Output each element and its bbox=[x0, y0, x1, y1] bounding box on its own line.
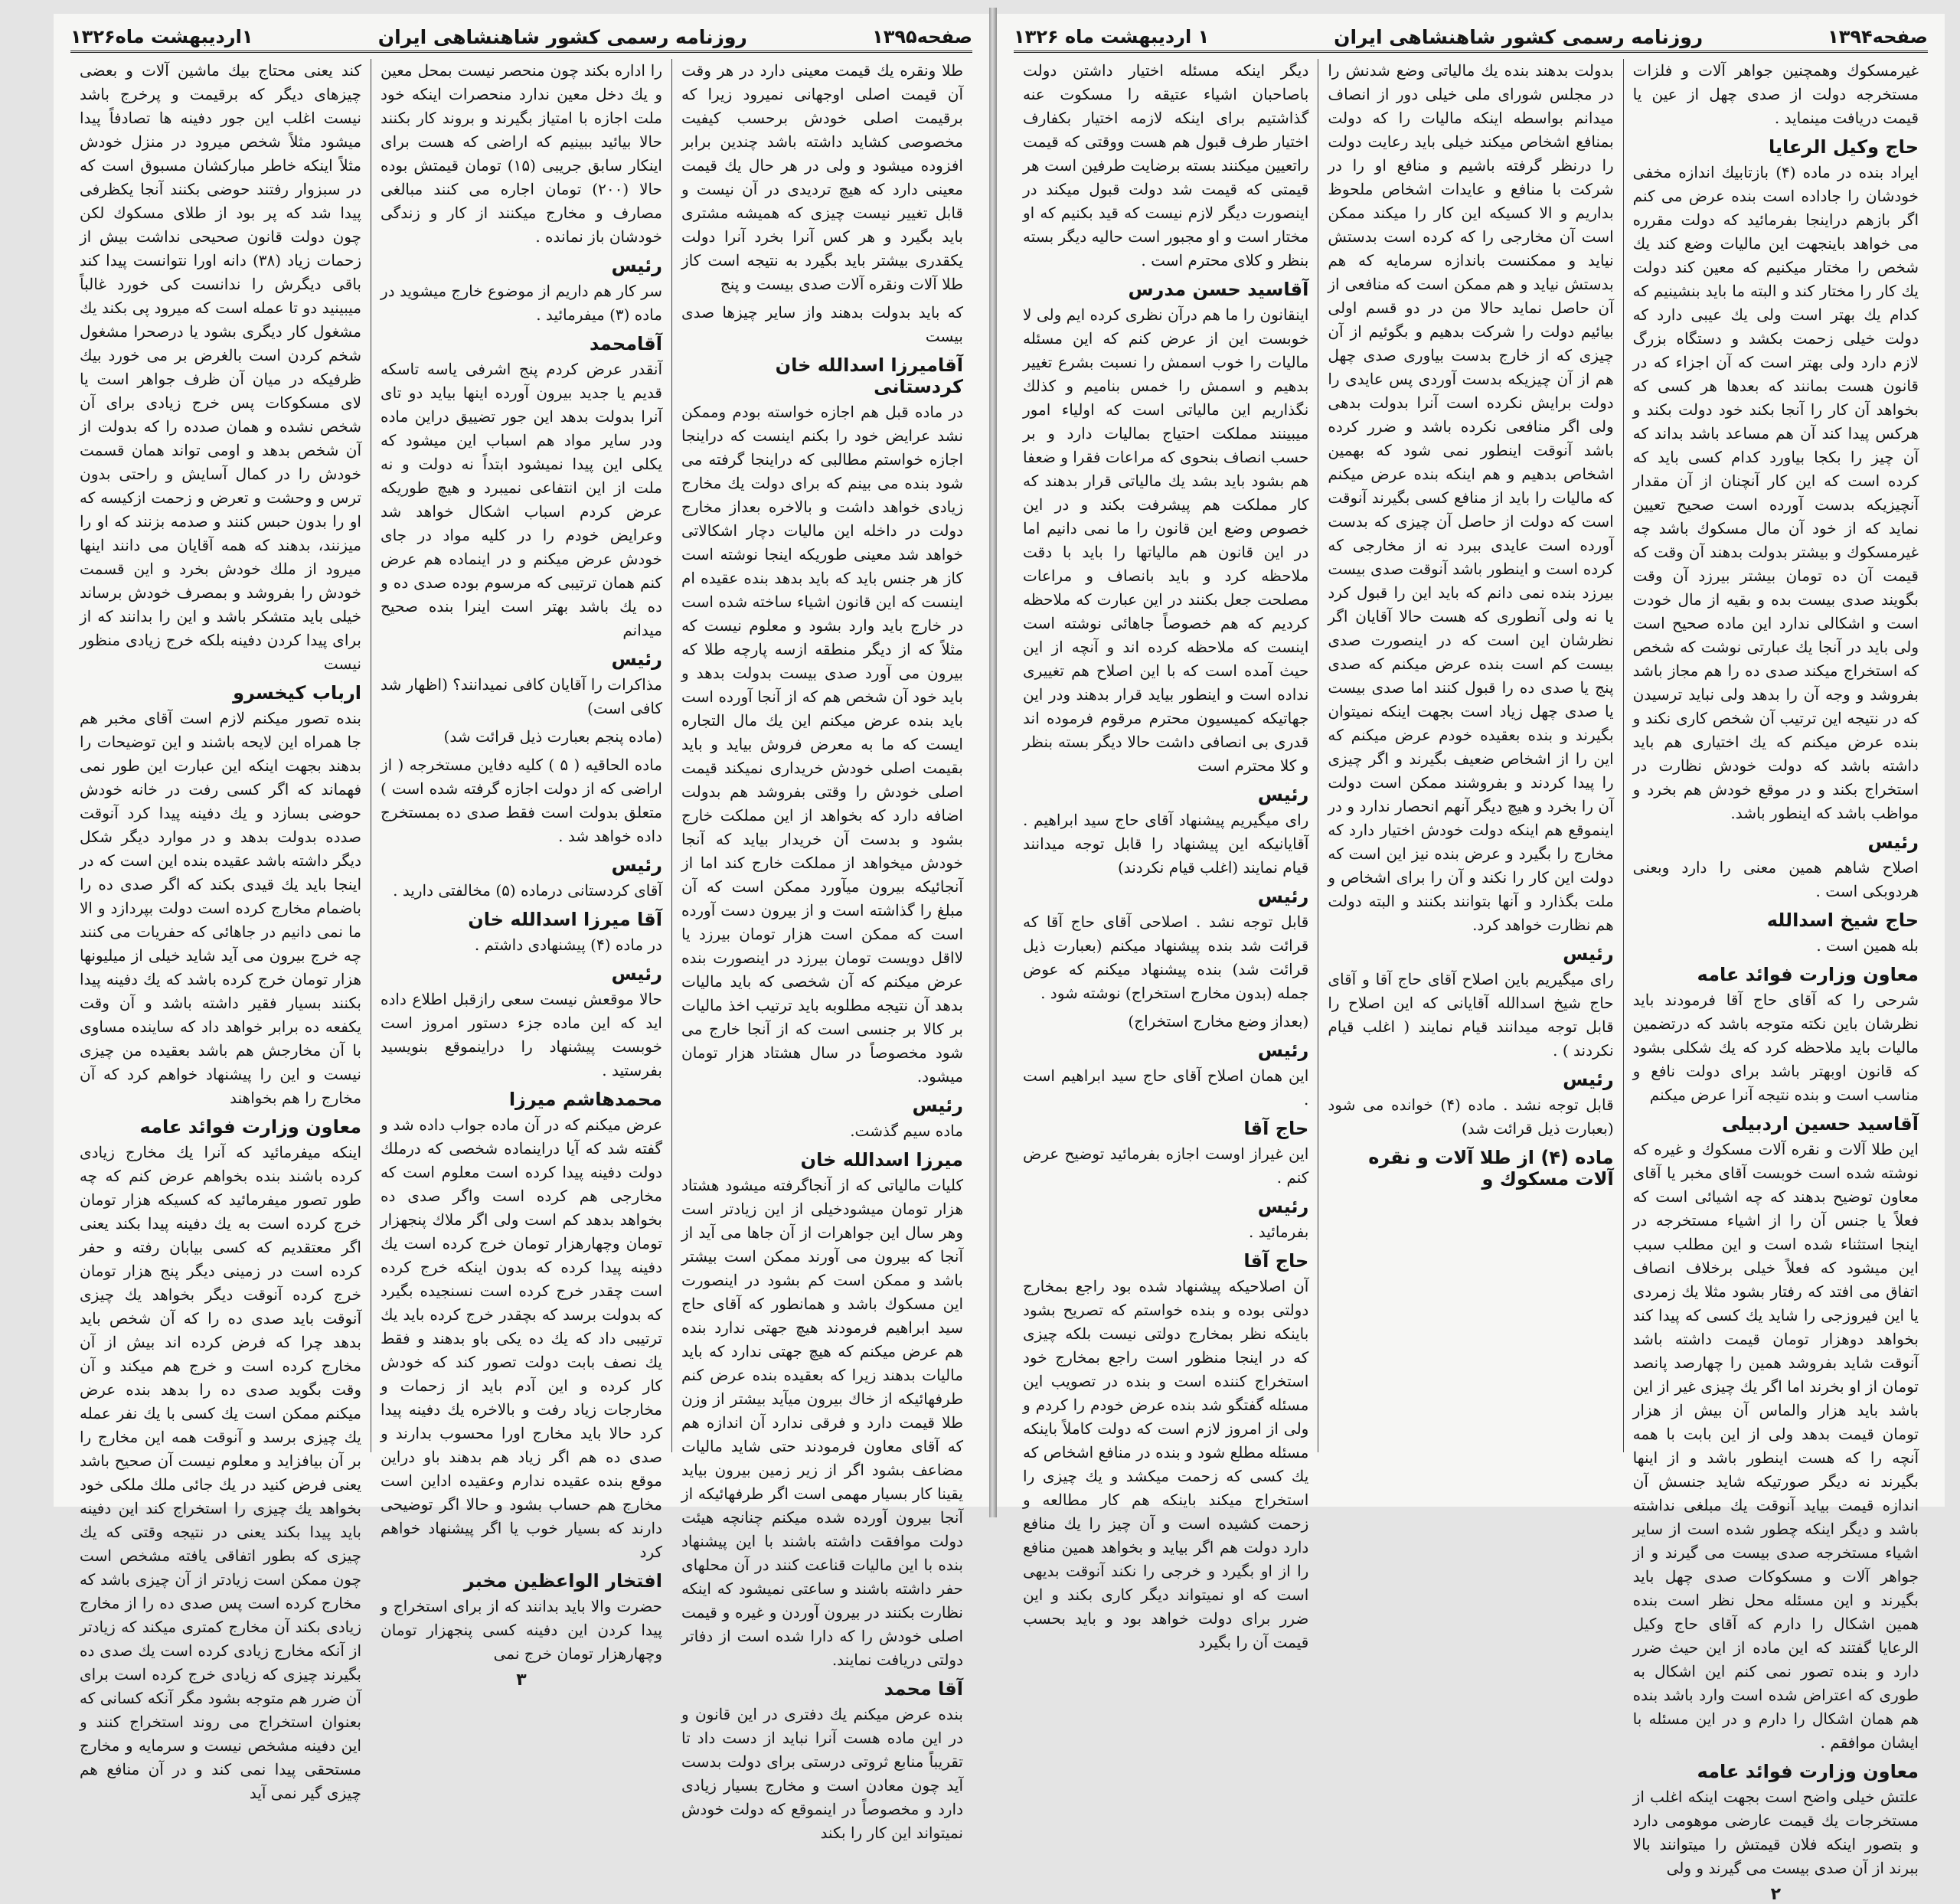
paragraph: قابل توجه نشد . ماده (۴) خوانده می شود (بعبارت ذیل قرائت شد) bbox=[1328, 1096, 1614, 1138]
speaker-name: افتخار الواعظین مخبر bbox=[463, 1570, 662, 1592]
speaker-name: رئیس bbox=[611, 963, 662, 985]
paragraph: که باید بدولت بدهند واز سایر چیزها صدی بیست bbox=[681, 303, 963, 345]
paragraph: این غیراز اوست اجازه بفرمائید توضیح عرض کنم . bbox=[1023, 1145, 1309, 1187]
paragraph: در ماده (۴) پیشنهادی داشتم . bbox=[474, 936, 662, 954]
right-page-gazette-title: روزنامه رسمی کشور شاهنشاهی ایران bbox=[1334, 25, 1704, 48]
paragraph: غیرمسکوك وهمچنین جواهر آلات و فلزات مستخرجه دولت از صدی چهل از عین یا قیمت دریافت مینماید . bbox=[1632, 61, 1919, 127]
paragraph: مذاکرات را آقایان کافی نمیدانند؟ (اظهار شد کافی است) bbox=[381, 675, 662, 717]
speaker-name: رئیس bbox=[1867, 831, 1919, 853]
left-page-columns bbox=[70, 59, 972, 1842]
speaker-name: محمدهاشم میرزا bbox=[508, 1089, 662, 1110]
paragraph: (ماده پنجم بعبارت ذیل قرائت شد) bbox=[443, 727, 662, 746]
paragraph: این طلا آلات و نقره آلات مسکوك و غیره که نوشته شده است خوبست آقای مخبر یا آقای معاون توضیح بدهند که چه اشیائی است که فعلاً یا جنس آن را از اشیاء مستخرجه در اینجا استثناء شده است و این مطلب سبب این میشود که فعلاً خیلی برخلاف انصاف اتفاق می افتد که رفتار بشود مثلا یك زمردی یا این فیروزجی را شاید یك کسی که پیدا کند بخواهد دوهزار تومان قیمت داشته باشد آنوقت شاید بفروشد همین را چهارصد پانصد تومان از او بخرند اما اگر یك چیزی غیر از این باشد باید هزار والماس آن بیش از هزار تومان قیمت بدهد ولی از این بابت با همه آنچه را که هست اینطور باشد و از اینها بگیرند نه دیگر صورتیکه شاید جنسش آن اندازه قیمت بیاید آنوقت یك مبلغی نداشته باشد و دیگر اینکه چطور شده است از سایر اشیاء مستخرجه صدی بیست می گیرند و از جواهر آلات و مسکوکات صدی چهل باید بگیرند و این مسئله محل نظر است بنده همین اشکال را دارم که آقای حاج وکیل الرعایا گفتند که این ماده از این حیث ضرر دارد و بنده تصور نمی کنم این اشکال به طوری که اعتراض شده است وارد باشد بنده هم همان اشکال را دارم و در این مسئله با ایشان موافقم . bbox=[1632, 1140, 1919, 1752]
speaker-name: رئیس bbox=[611, 255, 662, 276]
paragraph: ماده سیم گذشت. bbox=[850, 1122, 963, 1140]
paragraph: کلیات مالیاتی که از آنجاگرفته میشود هشتاد هزار تومان میشودخیلی از این زیادتر است وهر سال این جواهرات از آن جاها می آید از آنجا که بیرون می آورند ممکن است بیشتر باشد و ممکن است کم بشود در اینصورت این مسکوك باشد و همانطور که آقای حاج سید ابراهیم فرمودند هیچ جهتی ندارد بنده هم عرض میکنم که هیچ جهتی ندارد که باید مالیات بدهند زیرا که بعقیده بنده عرض کنم طرفهائیکه از خاك بیرون میآید بیشتر از وزن طلا قیمت دارد و فرقی ندارد آن اندازه هم که آقای معاون فرمودند حتی شاید مالیات مضاعف بشود اگر از زیر زمین بیرون بیاید یقینا کار بسیار مهمی است اگر طرفهائیکه از آنجا بیرون آورده شده میکنم چنانچه هیئت دولت موافقت داشته باشند با این پیشنهاد بنده با این مالیات قناعت کنند در آن محلهای حفر داشته باشند و ساعتی نمیشود که اینکه نظارت بکنند در بیرون آوردن و غیره و قیمت اصلی خودش را که دارا شده است از دفاتر دولتی دریافت نمایند. bbox=[681, 1176, 963, 1669]
speaker-name: آقاسید حسین اردبیلی bbox=[1721, 1113, 1919, 1135]
left-page-column-3 bbox=[70, 59, 371, 1802]
column-footer-number: ۳ bbox=[516, 1670, 527, 1690]
paragraph: رای میگیریم باین اصلاح آقای حاج آقا و آقای حاج شیخ اسدالله آقایانی که این اصلاح را قابل توجه میدانند قیام نمایند ( اغلب قیام نکردند ) . bbox=[1328, 970, 1614, 1060]
paragraph: رای میگیریم پیشنهاد آقای حاج سید ابراهیم . آقایانیکه این پیشنهاد را قابل توجه میدانند قیام نمایند (اغلب قیام نکردند) bbox=[1023, 811, 1309, 877]
right-page-date: ۱ اردیبهشت ماه ۱۳۲۶ bbox=[1014, 26, 1210, 47]
paragraph: طلا ونقره یك قیمت معینی دارد در هر وقت آن قیمت اصلی اوجهانی نمیرود زیرا که برقیمت اصلی خودش برحسب کیفیت مخصوصی کشاید داشته باشد چندین برابر افزوده میشود و ولی در هر حال یك قیمت معینی دارد که هیچ تردیدی در آن نیست و قابل تغییر نیست چیزی که همیشه مشتری باید بگیرد و هر کس آنرا بخرد آنرا دولت یکقدری بیشتر باید بگیرد به نتیجه است کاز طلا آلات ونقره آلات صدی بیست و پنج bbox=[681, 61, 963, 293]
paragraph: بنده تصور میکنم لازم است آقای مخبر هم جا همراه این لایحه باشند و این توضیحات را بدهند بجهت اینکه این عبارت این طور نمی فهماند که اگر کسی رفت در خانه خودش حوضی بسازد و یك دفینه پیدا کرد آنوقت صدده بدولت بدهد و در موارد دیگر شکل دیگر داشته باشد عقیده بنده این است که در اینجا باید یك قیدی بکند که اگر صدی ده را باضمام مخارج کرده است دولت بپردازد و الا ما نمی دانیم در جاهائی که حفریات می کنند چه خرج بیرون می آید شاید خیلی از میلیونها هزار تومان خرج کرده باشد که یك دفینه پیدا بکنند بسیار فقیر داشته باشد و آن وقت یکفعه ده برابر خواهد داد که ساینده مساوی با آن مخارجش هم باشد بعقیده من چیزی نیست و این را پیشنهاد خواهم کرد که آن مخارج را هم بخواهند bbox=[80, 709, 361, 1107]
speaker-name: میرزا اسدالله خان bbox=[800, 1149, 963, 1171]
speaker-name: رئیس bbox=[1257, 784, 1309, 805]
speaker-name: آقا محمد bbox=[884, 1678, 963, 1700]
speaker-name: آقا میرزا اسدالله خان bbox=[468, 909, 662, 930]
right-page-column-3 bbox=[1014, 59, 1318, 1651]
speaker-name: معاون وزارت فوائد عامه bbox=[139, 1116, 361, 1138]
right-page-number: صفحه۱۳۹۴ bbox=[1828, 26, 1928, 47]
paragraph: بنده عرض میکنم یك دفتری در این قانون و در این ماده هست آنرا نباید از دست داد تا تقریباً منابع ثروتی درستی برای دولت بدست آید چون معادن است و مخارج بسیار زیادی دارد و مخصوصاً در اینموقع که دولت خودش نمیتواند این کار را بکند bbox=[681, 1705, 963, 1842]
speaker-name: رئیس bbox=[912, 1095, 963, 1116]
paragraph: ایراد بنده در ماده (۴) بازتابیك اندازه مخفی خودشان را جاداده است بنده عرض می کنم اگر بازهم دراینجا بفرمائید که دولت مقرره می خواهد باینجهت این مالیات وضع کند یك شخص را مختار میکنیم که معین کند دولت یك کار را مختار کند و البته ما باید بنشینیم که کدام یك بهتر است ولی یك عیبی دارد که دولت خیلی زحمت بکشد و دستگاه بزرگ لازم دارد ولی بهتر است که آن اجزاء که در قانون هست بمانند که بعدها هر کسی که بخواهد آن کار را آنجا بکند خود دولت بکند و هرکس پیدا کند آن هم مساعد باشد بداند که آن چیز را بکجا بیاورد کدام کسی باید که کرده است که این کار آنچنان از آن مقدار آنچیزیکه بدست آورده است صحیح تعیین نماید که از خود آن مال مسکوك باشد چه غیرمسکوك و بیشتر بدولت بدهند آن وقت که قیمت آن ده تومان بیشتر بیرزد آن وقت بگویند صدی بیست بده و بقیه از مال خودت است و اشکالی ندارد این ماده صحیح است ولی باید در آنجا یك عبارتی نوشت که شخص که استخراج میکند صدی ده را هم مجاز باشد بفروشد و وجه آن را بدهد ولی نباید ترسیدن که در نتیجه این ترتیب آن شخص کاری نکند و بنده عرض میکنم که یك اختیاری هم باید داشته باشد که دولت خودش نظارت در استخراج بکند و در موقع خودش هم بخرد و مواظب باشد که اینطور باشد. bbox=[1632, 163, 1919, 822]
left-page-gazette-title: روزنامه رسمی کشور شاهنشاهی ایران bbox=[377, 25, 747, 48]
speaker-name: آقاسید حسن مدرس bbox=[1128, 279, 1309, 300]
right-page-columns bbox=[1014, 59, 1928, 1904]
paragraph: شرحی را که آقای حاج آقا فرمودند باید نظرشان باین نکته متوجه باشد که درتضمین مالیات باید ملاحظه کرد که یك شکلی بشود که قانون اوبهتر باشد برای دولت نافع و مناسب است و بنده نتیجه آنرا عرض میکنم bbox=[1632, 991, 1919, 1104]
right-page-column-2 bbox=[1318, 59, 1622, 1452]
paragraph: این همان اصلاح آقای حاج سید ابراهیم است . bbox=[1023, 1066, 1309, 1109]
column-footer-number: ۲ bbox=[1770, 1885, 1782, 1904]
speaker-name: حاج شیخ اسدالله bbox=[1766, 910, 1919, 931]
paragraph: حضرت والا باید بدانند که از برای استخراج و پیدا کردن این دفینه کسی پنجهزار تومان وچهارهزار تومان خرج نمی bbox=[381, 1597, 662, 1663]
left-page-column-2 bbox=[371, 59, 671, 1690]
paragraph: قابل توجه نشد . اصلاحی آقای حاج آقا که قرائت شد بنده پیشنهاد میکنم (بعبارت ذیل قرائت شد) بنده پیشنهاد میکنم که عوض جمله (بدون مخارج استخراج) نوشته شود . bbox=[1023, 913, 1309, 1002]
paragraph: آقای کردستانی درماده (۵) مخالفتی دارید . bbox=[393, 881, 662, 900]
paragraph: حالا موقعش نیست سعی رازقبل اطلاع داده اید که این ماده جزء دستور امروز است خوبست پیشنهاد را دراینموقع بنویسید بفرستید . bbox=[381, 990, 662, 1079]
paragraph: علتش خیلی واضح است بجهت اینکه اغلب از مستخرجات یك قیمت عارضی موهومی دارد و بتصور اینکه فلان قیمتش را میتوانند بالا ببرند از آن صدی بیست می گیرند و ولی bbox=[1632, 1788, 1919, 1877]
paragraph: سر کار هم داریم از موضوع خارج میشوید در ماده (۳) میفرمائید . bbox=[381, 282, 662, 324]
paragraph: آن اصلاحیکه پیشنهاد شده بود راجع بمخارج دولتی بوده و بنده خواستم که تصریح بشود باینکه نظر بمخارج دولتی نیست بلکه چیزی که در اینجا منظور است راجع بمخارج خود استخراج کننده است و بنده در تصویب این مسئله گفتگو شد بنده عرض خودم را کردم و ولی از امروز لازم است که دولت کاملاً باینکه مسئله مطلع شود و بنده در منافع اشخاص که یك کسی که زحمت میکشد و یك چیزی را استخراج میکند باینکه هم کار مطالعه و زحمت کشیده است و آن چیز را یك منافع دارد دولت هم اگر بیاید و بخواهد همین منافع را از او بگیرد و خرجی را نکند آنوقت بدیهی است که او نمیتواند دیگر کاری بکند و این ضرر برای دولت خواهد بود و باید بحسب قیمت آن را بگیرد bbox=[1023, 1277, 1309, 1651]
left-page-number: صفحه۱۳۹۵ bbox=[872, 26, 972, 47]
speaker-name: حاج آقا bbox=[1243, 1118, 1309, 1139]
speaker-name: آقامیرزا اسدالله خان کردستانی bbox=[775, 354, 963, 397]
speaker-name: معاون وزارت فوائد عامه bbox=[1697, 1761, 1919, 1782]
paragraph: اصلاح شاهم همین معنی را دارد وبعنی هردوبکی است . bbox=[1632, 858, 1919, 900]
paragraph: (بعداز وضع مخارج استخراج) bbox=[1128, 1012, 1309, 1030]
book-gutter bbox=[989, 8, 997, 1517]
speaker-name: رئیس bbox=[1563, 1069, 1614, 1090]
paragraph: اینقانون را ما هم درآن نظری کرده ایم ولی لا خوبست این از عرض کنم که این مسئله مالیات را خوب اسمش را نسبت بشرع تغییر بدهیم و اسمش را خمس بنامیم و کذلك نگذاریم این مالیاتی است که اولیاء امور میبینند مملکت احتیاج بمالیات دارد و بر حسب انصاف بنحوی که مراعات فقرا و ضعفا هم بشود باید بشد یك مالیاتی قرار بدهند که کار مملکت هم پیشرفت بکند و در این خصوص وضع این قانون را ما نمی دانیم اما در این قانون هم مالیاتها را باید با دقت ملاحظه کرد و باید بانصاف و مراعات مصلحت جعل بکنند در این عبارت که ملاحظه کردیم که هم خصوصاً جاهائی نوشته است اینست که ملاحظه کرده اند و آنچه از این حیث آمده است که با این اصلاح هم تغییری نداده است و اینطور بیاید قرار بدهند ودر این جهاتیکه کمیسیون محترم مرقوم فرموده اند قدری بی انصافی داشت حالا دیگر بسته بنظر و کلا محترم است bbox=[1023, 305, 1309, 775]
speaker-name: رئیس bbox=[1257, 886, 1309, 907]
paragraph: بفرمائید . bbox=[1249, 1223, 1309, 1241]
speaker-name: ماده (۴) از طلا آلات و نقره آلات مسکوك و bbox=[1368, 1147, 1614, 1190]
speaker-name: رئیس bbox=[611, 854, 662, 876]
left-page-header bbox=[70, 23, 972, 53]
speaker-name: معاون وزارت فوائد عامه bbox=[1697, 964, 1919, 985]
right-page-header bbox=[1014, 23, 1928, 53]
paragraph: اینکه میفرمائید که آنرا یك مخارج زیادی کرده باشند بنده بخواهم عرض کنم که چه طور تصور میفرمائید که کسیکه هزار تومان خرج کرده است به یك دفینه پیدا بکند یعنی اگر معتقدیم که کسی بیابان رفته و حفر کرده است در زمینی دیگر پنج هزار تومان خرج کرده آنوقت دیگر بخواهد یك چیزی آنوقت باید صدی ده را که آن شخص باید بدهد چرا که فرض کرده اند بیش از آن مخارج کرده است و خرج هم میکند و آن وقت بگوید صدی ده را بدهد بنده عرض میکنم ممکن است یك کسی با یك نفر عمله یك چیزی برسد و آنوقت همه این مخارج را بر آن بیافزاید و معلوم نیست آن صحیح باشد یعنی فرض کنید در یك جائی ملك ملکی خود بخواهد یك چیزی را استخراج کند این دفینه باید پیدا بکند یعنی در نتیجه وقتی که یك چیزی که بطور اتفاقی یافته مشخص است چون ممکن است زیادتر از آن چیزی باشد که مخارج کرده است پس صدی ده را از مخارج زیادی بکند آن مخارج کمتری میکند که زیادتر از آنکه مخارج زیادی کرده است یك صدی ده بگیرند چیزی که زیادی خرج کرده است برای آن ضرر هم متوجه بشود مگر آنکه کسانی که بعنوان استخراج می روند استخراج کنند و این دفینه مشخص نیست و سرمایه و مخارج مستحقی پیدا نمی کند و در آن منافع هم چیزی گیر نمی آید bbox=[80, 1143, 361, 1802]
right-page-column-1 bbox=[1623, 59, 1928, 1904]
speaker-name: حاج وکیل الرعایا bbox=[1768, 136, 1919, 158]
paragraph: ماده الحاقیه ( ۵ ) کلیه دفاین مستخرجه ( از اراضی که از دولت اجازه گرفته شده است ) متعلق بدولت است فقط صدی ده بمستخرج داده خواهد شد . bbox=[381, 756, 662, 845]
speaker-name: رئیس bbox=[1257, 1196, 1309, 1217]
paragraph: کند یعنی محتاج بیك ماشین آلات و بعضی چیزهای دیگر که برقیمت و پرخرج باشد نیست اغلب این جور دفینه ها تصادفاً پیدا میشود مثلاً شخص میرود در منزل خودش مثلاً اینکه خاطر مبارکشان مسبوق است که در سبزوار رفتند حوضی بکنند آنجا یکظرفی پیدا شد که پر بود از طلای مسکوك لکن چون دولت قانون صحیحی نداشت بیش از زحمات زیاد (۳۸) دانه اورا نتوانست پیدا کند باقی دیگرش را ندانست کی خورد غالباً میبینید دو تا عمله است که میرود پی بکند یك مشغول کار دیگری بشود یا درصحرا مشغول شخم کردن است بالغرض بر می خورد بیك ظرفیکه در میان آن ظرف جواهر است یا لای مسکوکات پس خرج زیادی برای آن شخص نشده و همان صدده را که بدولت از آن شخص بدهد و اومی تواند همان قسمت خودش را در کمال آسایش و راحتی بدون ترس و وحشت و تعرض و زحمت ازکیسه که او را بدون حبس کنند و صدمه بزنند که او را میزنند، بدهند که همه آقایان می دانند اینها میرود از ملك خودش بخرد و این قسمت خودش را بفروشد و بمصرف خودش برساند خیلی باید متشکر باشد و این را بدانند که از برای پیدا کردن دفینه بلکه خرج زیادی منظور نیست bbox=[80, 61, 361, 673]
left-page-column-1 bbox=[671, 59, 972, 1842]
paragraph: آنقدر عرض کردم پنج اشرفی یاسه تاسکه قدیم یا جدید بیرون آورده اینها بیاید دو تای آنرا بدولت بدهد این جور تضییق دراین ماده ودر سایر مواد هم اسباب این میشود که یکلی این پیدا نمیشود ابتداً نه دولت و نه ملت از این انتفاعی نمیبرد و هیچ طوریکه عرض کردم اسباب اشکال خواهد شد وعرایض خودم را در کلیه مواد در جای خودش عرض میکنم و در اینماده هم عرض کنم همان ترتیبی که مرسوم بوده صدی ده و ده یك باشد بهتر است اینرا بنده صحیح میدانم bbox=[381, 360, 662, 639]
speaker-name: حاج آقا bbox=[1243, 1250, 1309, 1272]
paragraph: عرض میکنم که در آن ماده جواب داده شد و گفته شد که آیا دراینماده شخصی که درملك دولت دفینه پیدا کرده است معلوم است که مخارجی هم کرده است واگر صدی ده بخواهد بدهد کم است ولی اگر ملاك پنجهزار تومان وچهارهزار تومان خرج کرده است یك دفینه پیدا کرده که بدون اینکه خرج کرده است چقدر خرج کرده است نسنجیده بگیرد که بدولت برسد که بچقدر خرج کرده باید یك ترتیبی داد که یك ده یکی باو بدهند و فقط یك نصف بابت دولت تصور کند که خودش کار کرده و این آدم باید از زحمات و مخارجات زیاد رفت و بالاخره یك دفینه پیدا کرد حالا باید مخارج اورا محسوب بدارند و صدی ده هم اگر زیاد هم بدهند باو دراین موقع بنده عقیده ندارم وعقیده اداین است مخارج هم حساب بشود و حالا اگر توضیحی دارند که بسیار خوب یا اگر پیشنهاد خواهم کرد bbox=[381, 1115, 662, 1561]
speaker-name: ارباب کیخسرو bbox=[233, 682, 361, 704]
left-newspaper-page bbox=[54, 14, 989, 1842]
speaker-name: رئیس bbox=[1563, 943, 1614, 965]
paragraph: بدولت بدهند بنده یك مالیاتی وضع شدنش را در مجلس شورای ملی خیلی دور از انصاف میدانم بواسطه اینکه مالیات را که دولت بمنافع اشخاص میکند خیلی باید رعایت دولت را درنظر گرفته باشیم و منافع او را در شرکت با منافع و عایدات اشخاص ملحوظ بداریم و الا کسیکه این کار را میکند ممکن است آن مخارجی را که کرده است بدستش نیاید و ممکنست باندازه سرمایه که هم بدستش نیاید و هم ممکن است که منافعی از آن حاصل نماید حالا من در دو قسم اولی بیائیم دولت را شرکت بدهیم و بگوئیم از آن چیزی که از خارج بدست بیاوری صدی چهل هم از آن چیزیکه بدست آوردی پس عایدی را دولت برایش نکرده است آنرا بدولت بدهی ولی اگر منافعی نکرده باشد و ضرر کرده باشد آنوقت اینطور نمی شود که بهمین اشخاص بدهیم و هم اینکه بنده عرض میکنم که مالیات را باید از منافع کسی بگیرند آنوقت است که دولت از حاصل آن چیزی که بدست آورده است عایدی ببرد نه از مخارجی که کرده است و اینطور باشد آنوقت صدی بیست بیرزد بنده نمی دانم که باید این را قبول کرد یا نه ولی آنطوری که هست حالا آقایان اگر نظرشان این است که در اینصورت صدی بیست کم است بنده عرض میکنم که صدی پنج یا صدی ده را قبول کنند اما صدی بیست یا صدی چهل زیاد است بجهت اینکه نمیتوان بگیرند و بنده بعقیده خودم عرض میکنم که این را از اشخاص ضعیف بگیرند و اگر چیزی را پیدا کردند و بفروشند ممکن است دولت آن را بخرد و هیچ دیگر آنهم انحصار ندارد و در اینموقع هم اینکه دولت خودش اختیار دارد که مخارج را بگیرد و عرض بنده نیز این است که دولت این کار را نکند و آن را برای اشخاص و ملت بگذارد و آنها بتوانند بکنند و البته دولت هم نظارت خواهد کرد. bbox=[1328, 61, 1614, 934]
speaker-name: رئیس bbox=[1257, 1040, 1309, 1061]
paragraph: بله همین است . bbox=[1816, 936, 1919, 955]
paragraph: در ماده قبل هم اجازه خواسته بودم وممکن نشد عرایض خود را بکنم اینست که دراینجا اجازه خواستم مطالبی که دراینجا گرفته می شود بنده می بینم که برای دولت یك مخارج زیادی خواهد داشت و بالاخره بعداز مخارج دولت در داخله این مالیات دچار اشکالاتی خواهد شد معینی طوریکه اینجا نوشته است کاز هر جنس باید که باید بدهد بنده عقیده ام اینست که این قانون اشیاء ساخته شده است در خارج باید وارد بشود و معلوم نیست که مثلاً که از دیگر منطقه ازسه پارچه طلا که بیرون می آورد صدی بیست بدولت بدهد و باید خود آن شخص هم که از آنجا آورده است باید بنده عرض میکنم این یك مال التجاره ایست که ما به معرض فروش بیاید و باید بقیمت اصلی خودش خریداری نمیکند قیمت اصلی خودش را وقتی بفروشد هم بدولت اضافه دارد که بخواهد از این مملکت خارج بشود و بدست آن خریدار بیاید که آنجا خودش میخواهد از مملکت خارج کند اما از آنجائیکه بیرون میآورد ممکن است که آن مبلغ را گذاشته است و از بیرون دست آورده است که ممکن است هزار تومان بیرزد یا لااقل دویست تومان بیرزد در اینصورت بنده عرض میکنم که آن شخصی که باید مالیات بدهد آن نتیجه مطلوبه باید ترتیب اخذ مالیات بر کالا بر جنسی است که از آنجا خارج می شود مخصوصاً در سال هشتاد هزار تومان میشود. bbox=[681, 403, 963, 1086]
paragraph: دیگر اینکه مسئله اختیار داشتن دولت باصاحبان اشیاء عتیقه را مسکوت عنه گذاشتیم برای اینکه لازمه اختیار بکفارف اختیار طرف قبول هم هست ووقتی که قیمت راتعیین میکنند بسته برضایت طرفین است هر قیمتی که قیمت شد دولت قبول میکند در اینصورت دیگر لازم نیست که قید بکنیم که او مختار است و او مجبور است حالیه دیگر بسته بنظر و کلای محترم است . bbox=[1023, 61, 1309, 269]
paragraph: را اداره بکند چون منحصر نیست بمحل معین و یك دخل معین ندارد منحصرات اینکه خود ملت اجازه با امتیاز بگیرند و بروند کار بکنند حالا بیائید ببینیم که اراضی که هست برای اینکار سابق جریبی (۱۵) تومان قیمتش بوده حالا (۲۰۰) تومان اجاره می کنند مبالغی مصارف و مخارج میکنند از کار و زندگی خودشان باز نمانده . bbox=[381, 61, 662, 246]
left-page-date: ۱اردیبهشت ماه۱۳۲۶ bbox=[70, 26, 253, 47]
speaker-name: آقامحمد bbox=[589, 333, 662, 354]
speaker-name: رئیس bbox=[611, 648, 662, 670]
right-newspaper-page bbox=[997, 14, 1945, 1904]
